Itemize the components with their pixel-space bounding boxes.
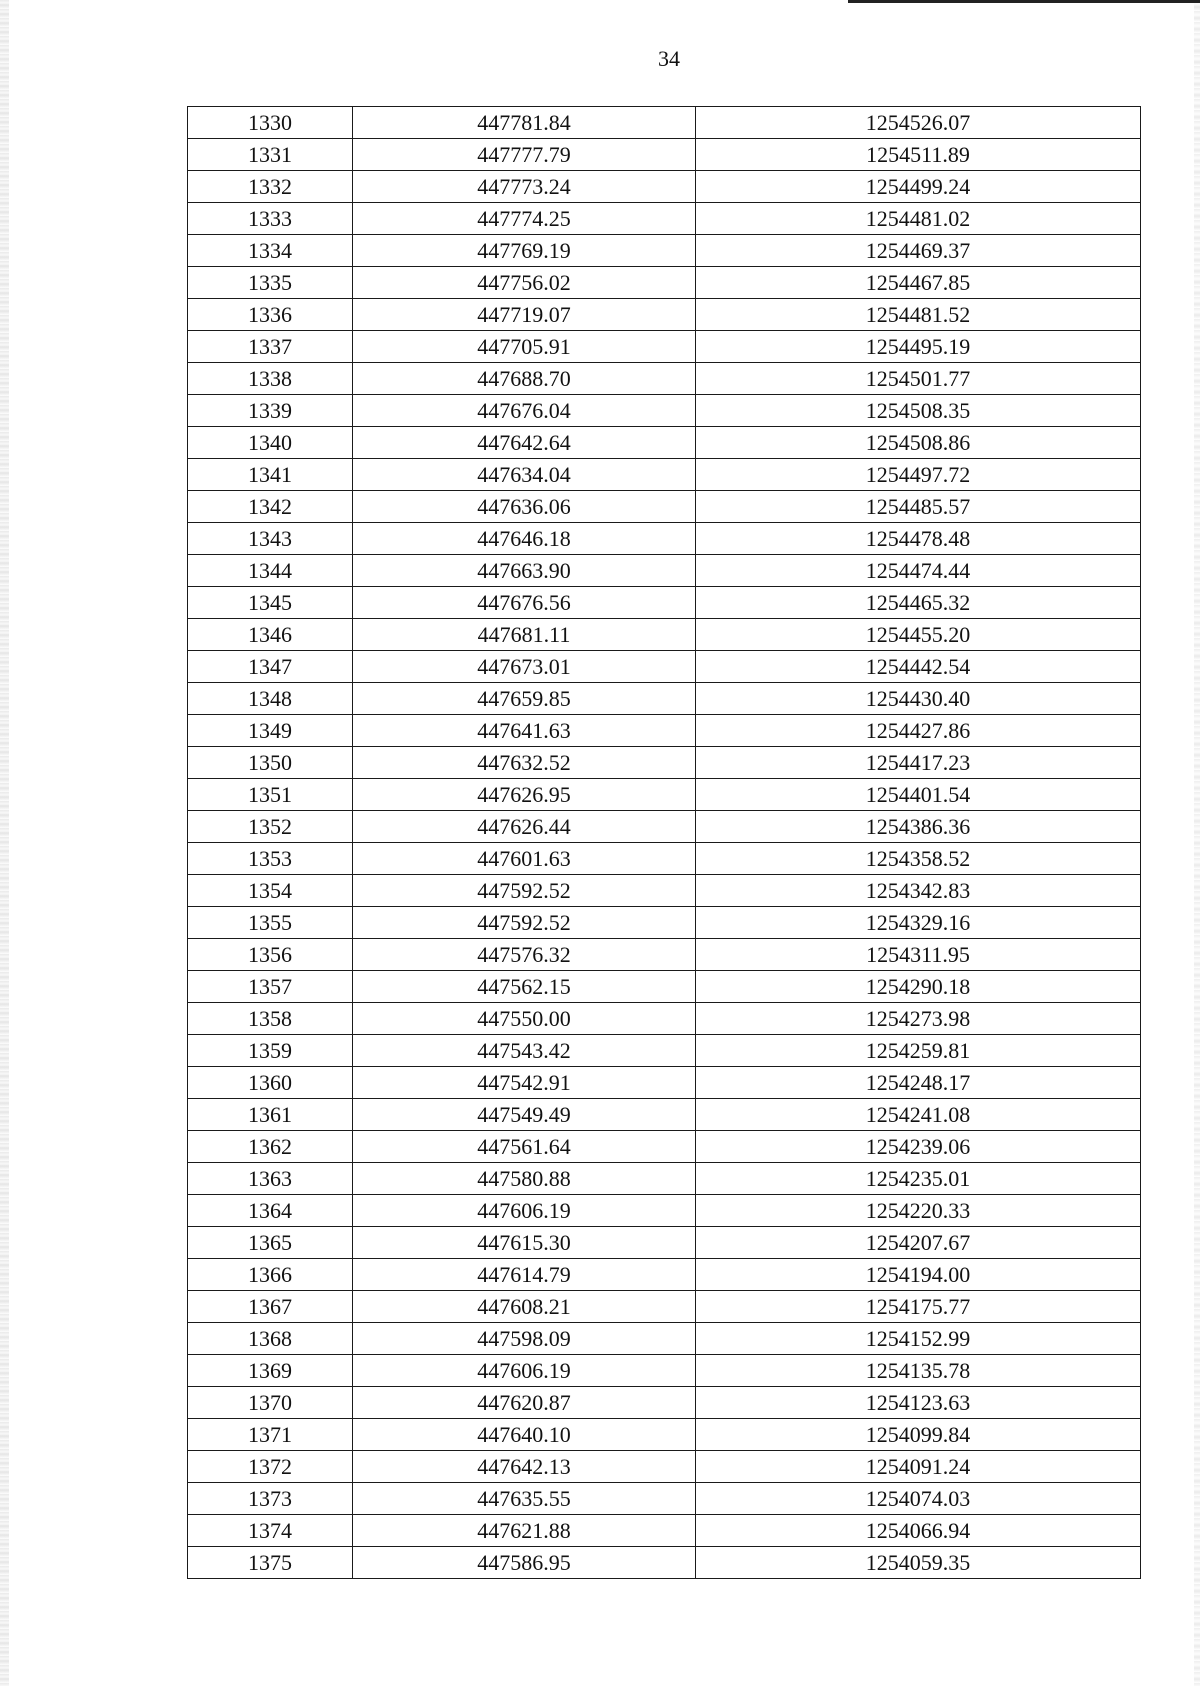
- point-number-cell: 1332: [188, 171, 353, 203]
- y-coordinate-cell: 1254481.52: [696, 299, 1141, 331]
- table-row: [188, 107, 1141, 139]
- y-coordinate-cell: 1254474.44: [696, 555, 1141, 587]
- y-coordinate-cell: 1254442.54: [696, 651, 1141, 683]
- x-coordinate-cell: 447542.91: [353, 1067, 696, 1099]
- y-coordinate-cell: 1254175.77: [696, 1291, 1141, 1323]
- y-coordinate-cell: 1254508.35: [696, 395, 1141, 427]
- y-coordinate-cell: 1254465.32: [696, 587, 1141, 619]
- y-coordinate-cell: 1254235.01: [696, 1163, 1141, 1195]
- x-coordinate-cell: 447642.13: [353, 1451, 696, 1483]
- x-coordinate-cell: 447781.84: [353, 107, 696, 139]
- x-coordinate-cell: 447756.02: [353, 267, 696, 299]
- x-coordinate-cell: 447777.79: [353, 139, 696, 171]
- point-number-cell: 1358: [188, 1003, 353, 1035]
- point-number-cell: 1370: [188, 1387, 353, 1419]
- table-row: [188, 395, 1141, 427]
- point-number-cell: 1360: [188, 1067, 353, 1099]
- point-number-cell: 1363: [188, 1163, 353, 1195]
- table-row: [188, 1419, 1141, 1451]
- table-row: [188, 1387, 1141, 1419]
- y-coordinate-cell: 1254135.78: [696, 1355, 1141, 1387]
- table-row: [188, 1515, 1141, 1547]
- point-number-cell: 1369: [188, 1355, 353, 1387]
- point-number-cell: 1336: [188, 299, 353, 331]
- y-coordinate-cell: 1254417.23: [696, 747, 1141, 779]
- table-row: [188, 1451, 1141, 1483]
- x-coordinate-cell: 447663.90: [353, 555, 696, 587]
- table-row: [188, 1067, 1141, 1099]
- x-coordinate-cell: 447601.63: [353, 843, 696, 875]
- x-coordinate-cell: 447576.32: [353, 939, 696, 971]
- x-coordinate-cell: 447606.19: [353, 1195, 696, 1227]
- point-number-cell: 1354: [188, 875, 353, 907]
- scan-edge-left: [0, 0, 9, 1686]
- point-number-cell: 1340: [188, 427, 353, 459]
- point-number-cell: 1375: [188, 1547, 353, 1579]
- x-coordinate-cell: 447586.95: [353, 1547, 696, 1579]
- table-row: [188, 875, 1141, 907]
- point-number-cell: 1348: [188, 683, 353, 715]
- point-number-cell: 1351: [188, 779, 353, 811]
- y-coordinate-cell: 1254329.16: [696, 907, 1141, 939]
- point-number-cell: 1359: [188, 1035, 353, 1067]
- y-coordinate-cell: 1254074.03: [696, 1483, 1141, 1515]
- table-row: [188, 619, 1141, 651]
- x-coordinate-cell: 447615.30: [353, 1227, 696, 1259]
- x-coordinate-cell: 447705.91: [353, 331, 696, 363]
- table-row: [188, 1227, 1141, 1259]
- x-coordinate-cell: 447632.52: [353, 747, 696, 779]
- table-row: [188, 1259, 1141, 1291]
- point-number-cell: 1337: [188, 331, 353, 363]
- table-row: [188, 715, 1141, 747]
- y-coordinate-cell: 1254273.98: [696, 1003, 1141, 1035]
- x-coordinate-cell: 447641.63: [353, 715, 696, 747]
- y-coordinate-cell: 1254501.77: [696, 363, 1141, 395]
- x-coordinate-cell: 447626.44: [353, 811, 696, 843]
- y-coordinate-cell: 1254481.02: [696, 203, 1141, 235]
- point-number-cell: 1355: [188, 907, 353, 939]
- x-coordinate-cell: 447608.21: [353, 1291, 696, 1323]
- y-coordinate-cell: 1254207.67: [696, 1227, 1141, 1259]
- coordinates-table: [187, 106, 1141, 1579]
- x-coordinate-cell: 447561.64: [353, 1131, 696, 1163]
- y-coordinate-cell: 1254526.07: [696, 107, 1141, 139]
- table-row: [188, 651, 1141, 683]
- x-coordinate-cell: 447646.18: [353, 523, 696, 555]
- y-coordinate-cell: 1254290.18: [696, 971, 1141, 1003]
- table-row: [188, 811, 1141, 843]
- point-number-cell: 1331: [188, 139, 353, 171]
- x-coordinate-cell: 447550.00: [353, 1003, 696, 1035]
- x-coordinate-cell: 447688.70: [353, 363, 696, 395]
- x-coordinate-cell: 447659.85: [353, 683, 696, 715]
- scan-edge-right: [1194, 0, 1200, 1686]
- x-coordinate-cell: 447640.10: [353, 1419, 696, 1451]
- table-row: [188, 491, 1141, 523]
- page-number: 34: [658, 46, 680, 71]
- point-number-cell: 1352: [188, 811, 353, 843]
- x-coordinate-cell: 447614.79: [353, 1259, 696, 1291]
- table-row: [188, 555, 1141, 587]
- x-coordinate-cell: 447642.64: [353, 427, 696, 459]
- y-coordinate-cell: 1254091.24: [696, 1451, 1141, 1483]
- table-row: [188, 587, 1141, 619]
- y-coordinate-cell: 1254511.89: [696, 139, 1141, 171]
- x-coordinate-cell: 447621.88: [353, 1515, 696, 1547]
- point-number-cell: 1349: [188, 715, 353, 747]
- point-number-cell: 1373: [188, 1483, 353, 1515]
- point-number-cell: 1342: [188, 491, 353, 523]
- y-coordinate-cell: 1254152.99: [696, 1323, 1141, 1355]
- table-row: [188, 1355, 1141, 1387]
- x-coordinate-cell: 447606.19: [353, 1355, 696, 1387]
- point-number-cell: 1335: [188, 267, 353, 299]
- y-coordinate-cell: 1254495.19: [696, 331, 1141, 363]
- point-number-cell: 1353: [188, 843, 353, 875]
- point-number-cell: 1341: [188, 459, 353, 491]
- x-coordinate-cell: 447673.01: [353, 651, 696, 683]
- table-row: [188, 235, 1141, 267]
- table-row: [188, 331, 1141, 363]
- point-number-cell: 1362: [188, 1131, 353, 1163]
- point-number-cell: 1346: [188, 619, 353, 651]
- point-number-cell: 1339: [188, 395, 353, 427]
- x-coordinate-cell: 447592.52: [353, 907, 696, 939]
- table-row: [188, 939, 1141, 971]
- x-coordinate-cell: 447598.09: [353, 1323, 696, 1355]
- table-row: [188, 779, 1141, 811]
- table-row: [188, 907, 1141, 939]
- x-coordinate-cell: 447676.56: [353, 587, 696, 619]
- point-number-cell: 1365: [188, 1227, 353, 1259]
- point-number-cell: 1350: [188, 747, 353, 779]
- point-number-cell: 1357: [188, 971, 353, 1003]
- point-number-cell: 1344: [188, 555, 353, 587]
- y-coordinate-cell: 1254220.33: [696, 1195, 1141, 1227]
- y-coordinate-cell: 1254427.86: [696, 715, 1141, 747]
- y-coordinate-cell: 1254401.54: [696, 779, 1141, 811]
- table-row: [188, 1547, 1141, 1579]
- x-coordinate-cell: 447620.87: [353, 1387, 696, 1419]
- point-number-cell: 1334: [188, 235, 353, 267]
- y-coordinate-cell: 1254430.40: [696, 683, 1141, 715]
- point-number-cell: 1371: [188, 1419, 353, 1451]
- point-number-cell: 1347: [188, 651, 353, 683]
- point-number-cell: 1345: [188, 587, 353, 619]
- y-coordinate-cell: 1254497.72: [696, 459, 1141, 491]
- table-row: [188, 139, 1141, 171]
- table-row: [188, 171, 1141, 203]
- y-coordinate-cell: 1254259.81: [696, 1035, 1141, 1067]
- y-coordinate-cell: 1254239.06: [696, 1131, 1141, 1163]
- table-row: [188, 363, 1141, 395]
- y-coordinate-cell: 1254194.00: [696, 1259, 1141, 1291]
- y-coordinate-cell: 1254099.84: [696, 1419, 1141, 1451]
- x-coordinate-cell: 447676.04: [353, 395, 696, 427]
- x-coordinate-cell: 447580.88: [353, 1163, 696, 1195]
- table-row: [188, 1291, 1141, 1323]
- y-coordinate-cell: 1254499.24: [696, 171, 1141, 203]
- table-row: [188, 459, 1141, 491]
- y-coordinate-cell: 1254485.57: [696, 491, 1141, 523]
- y-coordinate-cell: 1254508.86: [696, 427, 1141, 459]
- table-row: [188, 523, 1141, 555]
- x-coordinate-cell: 447773.24: [353, 171, 696, 203]
- x-coordinate-cell: 447769.19: [353, 235, 696, 267]
- point-number-cell: 1343: [188, 523, 353, 555]
- x-coordinate-cell: 447562.15: [353, 971, 696, 1003]
- x-coordinate-cell: 447635.55: [353, 1483, 696, 1515]
- x-coordinate-cell: 447592.52: [353, 875, 696, 907]
- point-number-cell: 1338: [188, 363, 353, 395]
- point-number-cell: 1374: [188, 1515, 353, 1547]
- x-coordinate-cell: 447719.07: [353, 299, 696, 331]
- table-row: [188, 427, 1141, 459]
- table-row: [188, 1035, 1141, 1067]
- y-coordinate-cell: 1254066.94: [696, 1515, 1141, 1547]
- table-row: [188, 683, 1141, 715]
- y-coordinate-cell: 1254478.48: [696, 523, 1141, 555]
- point-number-cell: 1330: [188, 107, 353, 139]
- table-row: [188, 203, 1141, 235]
- point-number-cell: 1361: [188, 1099, 353, 1131]
- table-row: [188, 747, 1141, 779]
- table-row: [188, 971, 1141, 1003]
- top-rule: [848, 0, 1200, 3]
- table-row: [188, 267, 1141, 299]
- point-number-cell: 1333: [188, 203, 353, 235]
- point-number-cell: 1364: [188, 1195, 353, 1227]
- y-coordinate-cell: 1254469.37: [696, 235, 1141, 267]
- y-coordinate-cell: 1254467.85: [696, 267, 1141, 299]
- x-coordinate-cell: 447634.04: [353, 459, 696, 491]
- table-row: [188, 1131, 1141, 1163]
- y-coordinate-cell: 1254241.08: [696, 1099, 1141, 1131]
- y-coordinate-cell: 1254455.20: [696, 619, 1141, 651]
- x-coordinate-cell: 447774.25: [353, 203, 696, 235]
- y-coordinate-cell: 1254123.63: [696, 1387, 1141, 1419]
- y-coordinate-cell: 1254248.17: [696, 1067, 1141, 1099]
- table-row: [188, 1483, 1141, 1515]
- x-coordinate-cell: 447626.95: [353, 779, 696, 811]
- y-coordinate-cell: 1254358.52: [696, 843, 1141, 875]
- x-coordinate-cell: 447681.11: [353, 619, 696, 651]
- table-row: [188, 843, 1141, 875]
- point-number-cell: 1356: [188, 939, 353, 971]
- x-coordinate-cell: 447636.06: [353, 491, 696, 523]
- point-number-cell: 1366: [188, 1259, 353, 1291]
- table-row: [188, 299, 1141, 331]
- point-number-cell: 1367: [188, 1291, 353, 1323]
- table-row: [188, 1163, 1141, 1195]
- table-row: [188, 1099, 1141, 1131]
- table-row: [188, 1003, 1141, 1035]
- x-coordinate-cell: 447549.49: [353, 1099, 696, 1131]
- coordinates-table-body: [188, 107, 1141, 1579]
- y-coordinate-cell: 1254059.35: [696, 1547, 1141, 1579]
- y-coordinate-cell: 1254342.83: [696, 875, 1141, 907]
- point-number-cell: 1372: [188, 1451, 353, 1483]
- y-coordinate-cell: 1254311.95: [696, 939, 1141, 971]
- point-number-cell: 1368: [188, 1323, 353, 1355]
- x-coordinate-cell: 447543.42: [353, 1035, 696, 1067]
- table-row: [188, 1323, 1141, 1355]
- table-row: [188, 1195, 1141, 1227]
- y-coordinate-cell: 1254386.36: [696, 811, 1141, 843]
